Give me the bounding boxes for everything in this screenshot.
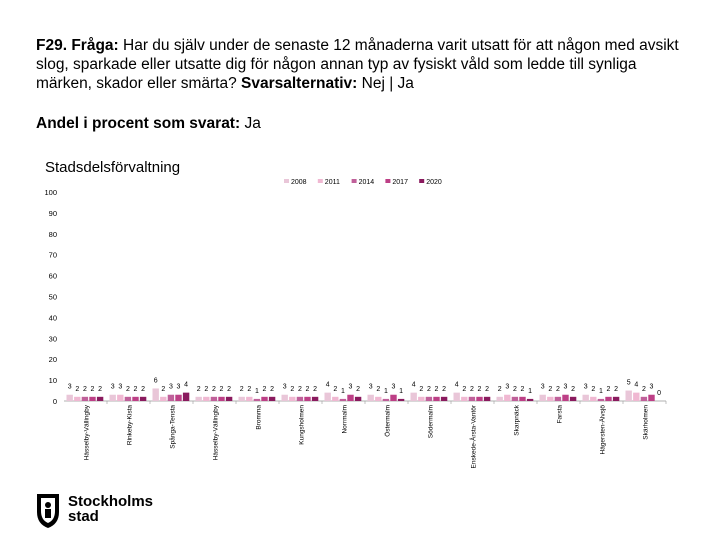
bar-value-label: 3 xyxy=(368,383,373,391)
bar-value-label: 2 xyxy=(520,385,525,393)
bar-value-label: 0 xyxy=(657,390,662,397)
bar-value-label: 2 xyxy=(419,385,424,393)
bar-value-label: 2 xyxy=(591,385,596,393)
bar-value-label: 2 xyxy=(141,385,146,393)
bar xyxy=(562,395,568,401)
bar-value-label: 2 xyxy=(356,385,361,393)
bar xyxy=(347,395,353,401)
y-tick-label: 100 xyxy=(44,188,57,197)
legend-label: 2014 xyxy=(358,179,375,186)
bar-value-label: 3 xyxy=(67,383,72,391)
bar xyxy=(469,397,475,401)
y-tick-label: 90 xyxy=(48,208,57,218)
legend-swatch xyxy=(419,179,424,183)
bar-value-label: 3 xyxy=(583,383,588,391)
bar-value-label: 2 xyxy=(161,385,166,393)
bar xyxy=(160,397,166,401)
bar xyxy=(312,397,318,401)
bar-value-label: 2 xyxy=(512,385,517,393)
y-tick-label: 0 xyxy=(52,397,57,406)
bar xyxy=(527,399,533,401)
bar-value-label: 4 xyxy=(454,381,459,389)
bar xyxy=(153,388,159,401)
y-tick-label: 70 xyxy=(48,250,57,260)
bar-value-label: 2 xyxy=(75,385,80,393)
bar-value-label: 2 xyxy=(262,385,267,393)
legend-swatch xyxy=(284,179,289,183)
bar-value-label: 5 xyxy=(626,379,631,387)
legend-label: 2017 xyxy=(392,179,408,186)
bar-value-label: 2 xyxy=(548,385,553,393)
bar-value-label: 3 xyxy=(348,383,353,391)
bar xyxy=(218,397,224,401)
bar-value-label: 4 xyxy=(634,381,639,389)
bar-value-label: 2 xyxy=(376,385,381,393)
bar xyxy=(74,397,80,401)
bar xyxy=(547,397,553,401)
y-tick-label: 10 xyxy=(48,376,57,386)
bar xyxy=(519,397,525,401)
legend-swatch xyxy=(318,179,323,183)
bar xyxy=(203,397,209,401)
bar xyxy=(132,397,138,401)
bar xyxy=(605,397,611,401)
bar xyxy=(196,397,202,401)
bar xyxy=(626,391,632,401)
bar-value-label: 3 xyxy=(168,383,173,391)
bar xyxy=(598,399,604,401)
bar-value-label: 2 xyxy=(196,385,201,393)
bar-value-label: 2 xyxy=(571,385,576,393)
bar-value-label: 3 xyxy=(118,383,123,391)
bar-value-label: 4 xyxy=(325,381,330,389)
category-label: Skarpnäck xyxy=(513,405,521,436)
bar xyxy=(125,397,131,401)
bar-value-label: 4 xyxy=(411,381,416,389)
bar xyxy=(110,395,116,401)
category-label: Hässelby-Vällingby xyxy=(212,405,220,461)
bar-value-label: 2 xyxy=(426,385,431,393)
bar xyxy=(433,397,439,401)
bar xyxy=(476,397,482,401)
bar-value-label: 1 xyxy=(598,387,603,395)
bar xyxy=(418,397,424,401)
bar xyxy=(454,393,460,401)
bar-value-label: 1 xyxy=(399,387,404,395)
bar xyxy=(512,397,518,401)
bar-value-label: 2 xyxy=(90,385,95,393)
bar xyxy=(461,397,467,401)
bar-value-label: 2 xyxy=(219,385,224,393)
logo-line-1: Stockholms xyxy=(68,493,154,510)
bar xyxy=(140,397,146,401)
bar-value-label: 4 xyxy=(184,381,189,389)
bar xyxy=(583,395,589,401)
bar xyxy=(332,397,338,401)
bar xyxy=(239,397,245,401)
bar-value-label: 3 xyxy=(505,383,510,391)
answer-alt-label: Svarsalternativ: xyxy=(236,75,358,92)
y-tick-label: 30 xyxy=(48,334,57,344)
bar-value-label: 2 xyxy=(606,385,611,393)
y-tick-label: 60 xyxy=(48,271,57,281)
bar xyxy=(175,395,181,401)
bar-value-label: 2 xyxy=(313,385,318,393)
bar-value-label: 2 xyxy=(497,385,502,393)
bar-value-label: 2 xyxy=(82,385,87,393)
bar-value-label: 2 xyxy=(485,385,490,393)
bar xyxy=(325,393,331,401)
bar-value-label: 2 xyxy=(305,385,310,393)
bar xyxy=(390,395,396,401)
bar xyxy=(368,395,374,401)
bar-value-label: 3 xyxy=(391,383,396,391)
bar-value-label: 2 xyxy=(297,385,302,393)
bar xyxy=(304,397,310,401)
bar-value-label: 2 xyxy=(204,385,209,393)
legend-swatch xyxy=(385,179,390,183)
bar-value-label: 3 xyxy=(563,383,568,391)
bar xyxy=(648,395,654,401)
bar xyxy=(590,397,596,401)
bar xyxy=(254,399,260,401)
bar-value-label: 1 xyxy=(383,387,388,395)
bar xyxy=(540,395,546,401)
bar xyxy=(269,397,275,401)
bar xyxy=(426,397,432,401)
legend-label: 2011 xyxy=(324,179,340,186)
bar xyxy=(484,397,490,401)
legend-label: 2008 xyxy=(291,179,307,186)
bar xyxy=(340,399,346,401)
category-label: Kungsholmen xyxy=(298,405,306,445)
y-tick-label: 20 xyxy=(48,355,57,365)
bar-value-label: 2 xyxy=(227,385,232,393)
y-tick-label: 80 xyxy=(48,229,57,239)
bar xyxy=(613,397,619,401)
bar-value-label: 2 xyxy=(462,385,467,393)
category-label: Spånga-Tensta xyxy=(169,405,177,449)
bar-value-label: 2 xyxy=(133,385,138,393)
bar xyxy=(441,397,447,401)
category-label: Hägersten-Älvsjö xyxy=(599,405,607,455)
category-label: Rinkeby-Kista xyxy=(126,405,134,446)
bar xyxy=(261,397,267,401)
bar-value-label: 2 xyxy=(469,385,474,393)
bar-value-label: 3 xyxy=(282,383,287,391)
bar xyxy=(117,395,123,401)
bar xyxy=(89,397,95,401)
share-label: Andel i procent som svarat: xyxy=(36,115,241,132)
bar xyxy=(504,395,510,401)
bar-value-label: 2 xyxy=(239,385,244,393)
bar xyxy=(411,393,417,401)
question-body: Har du själv under de senaste 12 månaderna varit utsatt för att någon med avsikt slog, sparkade eller utsatte dig för någon annan typ av fysiskt våld som ledde till synliga märken, skador eller smärta? xyxy=(36,37,679,92)
category-label: Södermalm xyxy=(427,405,435,439)
category-label: Norrmalm xyxy=(341,405,349,434)
bar-value-label: 2 xyxy=(333,385,338,393)
bar xyxy=(555,397,561,401)
share-value: Ja xyxy=(240,115,261,132)
bar-value-label: 2 xyxy=(442,385,447,393)
bar-value-label: 2 xyxy=(434,385,439,393)
logo-wordmark xyxy=(68,494,153,524)
bar-value-label: 2 xyxy=(477,385,482,393)
bar xyxy=(226,397,232,401)
bar-chart xyxy=(0,172,720,490)
bar-value-label: 2 xyxy=(614,385,619,393)
question-text xyxy=(36,36,696,93)
bar xyxy=(246,397,252,401)
category-label: Östermalm xyxy=(384,405,392,437)
category-label: Skärholmen xyxy=(642,405,650,440)
bar-value-label: 1 xyxy=(528,387,533,395)
category-label: Enskede-Årsta-Vantör xyxy=(470,405,478,469)
bar-value-label: 3 xyxy=(649,383,654,391)
bar-value-label: 1 xyxy=(340,387,345,395)
category-label: Hässelby-Vällingby xyxy=(83,405,91,461)
bar xyxy=(297,397,303,401)
bar-value-label: 2 xyxy=(125,385,130,393)
bar xyxy=(97,397,103,401)
answer-alt-text: Nej | Ja xyxy=(357,75,414,92)
legend-label: 2020 xyxy=(426,179,442,186)
category-label: Bromma xyxy=(255,405,263,430)
logo-line-2: stad xyxy=(68,508,99,525)
bar xyxy=(168,395,174,401)
bar xyxy=(67,395,73,401)
bar xyxy=(282,395,288,401)
legend-swatch xyxy=(352,179,357,183)
bar-value-label: 3 xyxy=(540,383,545,391)
bar xyxy=(641,397,647,401)
bar-value-label: 2 xyxy=(290,385,295,393)
chart-title: Stadsdelsförvaltning xyxy=(45,159,181,176)
bar-value-label: 6 xyxy=(153,377,158,385)
y-tick-label: 50 xyxy=(48,292,57,302)
bar-value-label: 2 xyxy=(270,385,275,393)
bar-value-label: 3 xyxy=(176,383,181,391)
bar xyxy=(398,399,404,401)
bar xyxy=(355,397,361,401)
bar-value-label: 2 xyxy=(211,385,216,393)
bar xyxy=(497,397,503,401)
bar-value-label: 3 xyxy=(110,383,115,391)
bar xyxy=(633,393,639,401)
bar xyxy=(375,397,381,401)
question-prefix: F29. Fråga: xyxy=(36,37,119,54)
y-tick-label: 40 xyxy=(48,313,57,323)
bar-value-label: 2 xyxy=(555,385,560,393)
category-label: Farsta xyxy=(556,405,564,424)
bar xyxy=(383,399,389,401)
bar-value-label: 2 xyxy=(641,385,646,393)
bar xyxy=(570,397,576,401)
bar xyxy=(183,393,189,401)
bar-value-label: 2 xyxy=(247,385,252,393)
share-subheading xyxy=(36,115,261,133)
bar xyxy=(82,397,88,401)
bar-value-label: 1 xyxy=(254,387,259,395)
bar xyxy=(211,397,217,401)
bar-value-label: 2 xyxy=(98,385,103,393)
bar xyxy=(289,397,295,401)
